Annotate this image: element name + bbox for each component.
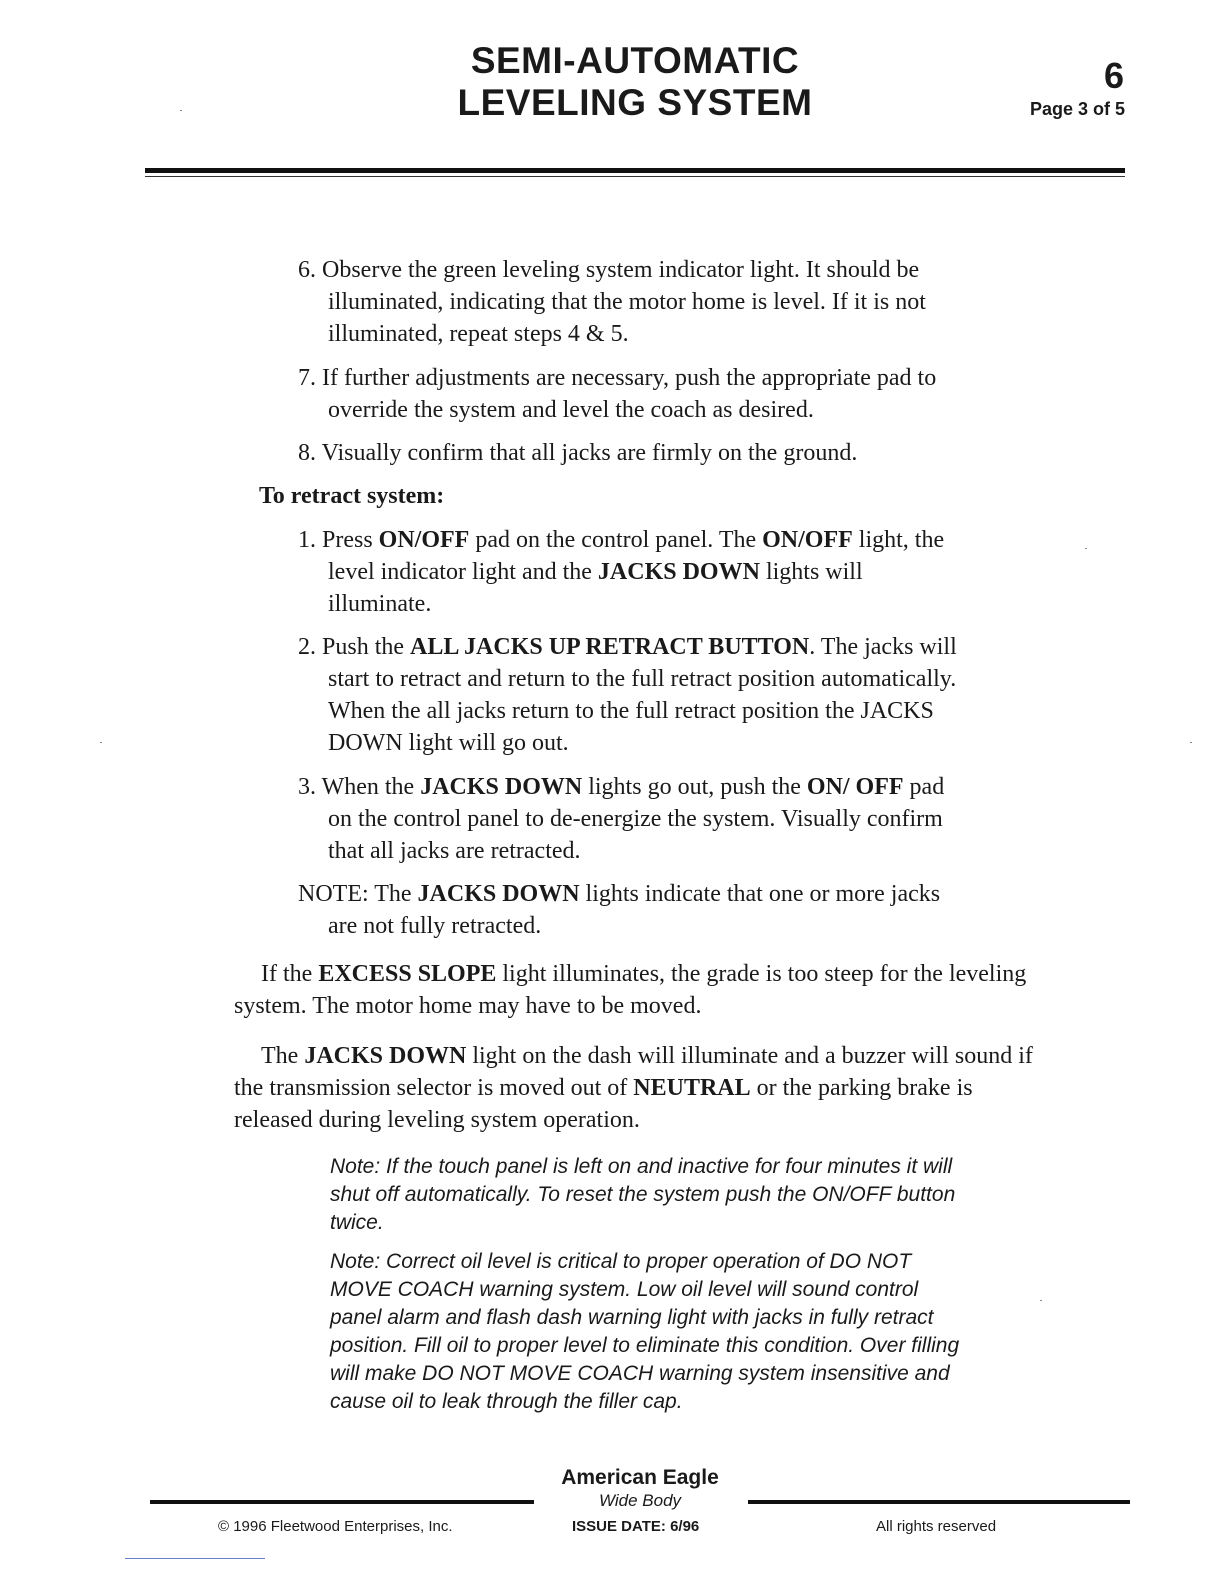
- title-line-1: SEMI-AUTOMATIC: [470, 40, 800, 81]
- footer-brand: American Eagle: [561, 1466, 719, 1489]
- footer-copyright: © 1996 Fleetwood Enterprises, Inc.: [218, 1518, 453, 1535]
- retract-note: NOTE: The JACKS DOWN lights indicate that one or more jacks are not fully retracted.: [298, 881, 941, 939]
- step-number: 8.: [298, 440, 316, 466]
- step-text: Visually confirm that all jacks are firmly on the ground.: [321, 440, 858, 466]
- retract-heading: To retract system:: [259, 483, 445, 509]
- footer-rule-right: [748, 1500, 1130, 1504]
- section-number: 6: [1103, 55, 1124, 96]
- step-text: Observe the green leveling system indicator light. It should be illuminated, indicating that the motor home is level. If it is not illuminated, repeat steps 4 & 5.: [322, 257, 926, 347]
- onoff-label: ON/ OFF: [806, 774, 904, 800]
- scan-underline: [125, 1558, 265, 1559]
- jacks-down-label: JACKS DOWN: [417, 881, 580, 907]
- document-title: [420, 40, 850, 124]
- onoff-label: ON/OFF: [762, 527, 853, 553]
- retract-step-1: 1. Press ON/OFF pad on the control panel. The ON/OFF light, the level indicator light and the JACKS DOWN lights will illuminate.: [298, 527, 945, 617]
- onoff-label: ON/OFF: [378, 527, 470, 553]
- scan-speck: [180, 110, 182, 111]
- header-rule-thin: [145, 176, 1125, 177]
- scan-speck: [1085, 548, 1087, 549]
- step-number: 3.: [298, 774, 316, 800]
- step-text: If further adjustments are necessary, push the appropriate pad to override the system and level the coach as desired.: [322, 365, 937, 423]
- page-indicator: Page 3 of 5: [1029, 99, 1125, 119]
- leveling-step-6: [298, 254, 988, 350]
- excess-slope-label: EXCESS SLOPE: [318, 961, 497, 987]
- step-number: 2.: [298, 634, 316, 660]
- step-number: 7.: [298, 365, 316, 391]
- retract-step-2: 2. Push the ALL JACKS UP RETRACT BUTTON. The jacks will start to retract and return to the full retract position automatically. When the all jacks return to the full retract position the JACKS DOWN light will go out.: [298, 634, 957, 756]
- step-number: 6.: [298, 257, 316, 283]
- leveling-step-7: [298, 362, 988, 426]
- leveling-step-8: [298, 437, 988, 469]
- footer-issue-date: ISSUE DATE: 6/96: [572, 1518, 700, 1535]
- scan-speck: [100, 742, 102, 743]
- jacks-down-label: JACKS DOWN: [420, 774, 583, 800]
- all-jacks-up-label: ALL JACKS UP RETRACT BUTTON: [410, 634, 810, 660]
- jacks-down-paragraph: The JACKS DOWN light on the dash will illuminate and a buzzer will sound if the transmission selector is moved out of NEUTRAL or the parking brake is released during leveling system operation.: [234, 1043, 1033, 1133]
- footer-rule-left: [150, 1500, 534, 1504]
- scan-speck: [1190, 742, 1192, 743]
- footer-model: Wide Body: [598, 1491, 682, 1510]
- header-rule-thick: [145, 168, 1125, 173]
- step-number: 1.: [298, 527, 316, 553]
- retract-step-3: 3. When the JACKS DOWN lights go out, push the ON/ OFF pad on the control panel to de-energize the system. Visually confirm that all jacks are retracted.: [298, 774, 945, 864]
- neutral-label: NEUTRAL: [633, 1075, 751, 1101]
- excess-slope-paragraph: If the EXCESS SLOPE light illuminates, the grade is too steep for the leveling system. The motor home may have to be moved.: [234, 961, 1027, 1019]
- jacks-down-label: JACKS DOWN: [597, 559, 760, 585]
- jacks-down-label: JACKS DOWN: [304, 1043, 467, 1069]
- footer-rights: All rights reserved: [876, 1518, 997, 1535]
- title-line-2: LEVELING SYSTEM: [457, 82, 813, 123]
- note-touch-panel: Note: If the touch panel is left on and inactive for four minutes it will shut off automatically. To reset the system push the ON/OFF button twice.: [330, 1155, 956, 1234]
- note-oil-level: Note: Correct oil level is critical to proper operation of DO NOT MOVE COACH warning system. Low oil level will sound control panel alarm and flash dash warning light with jacks in fully retract position. Fill oil to proper level to eliminate this condition. Over filling will make DO NOT MOVE COACH warning system insensitive and cause oil to leak through the filler cap.: [330, 1250, 960, 1413]
- scan-speck: [1040, 1300, 1042, 1301]
